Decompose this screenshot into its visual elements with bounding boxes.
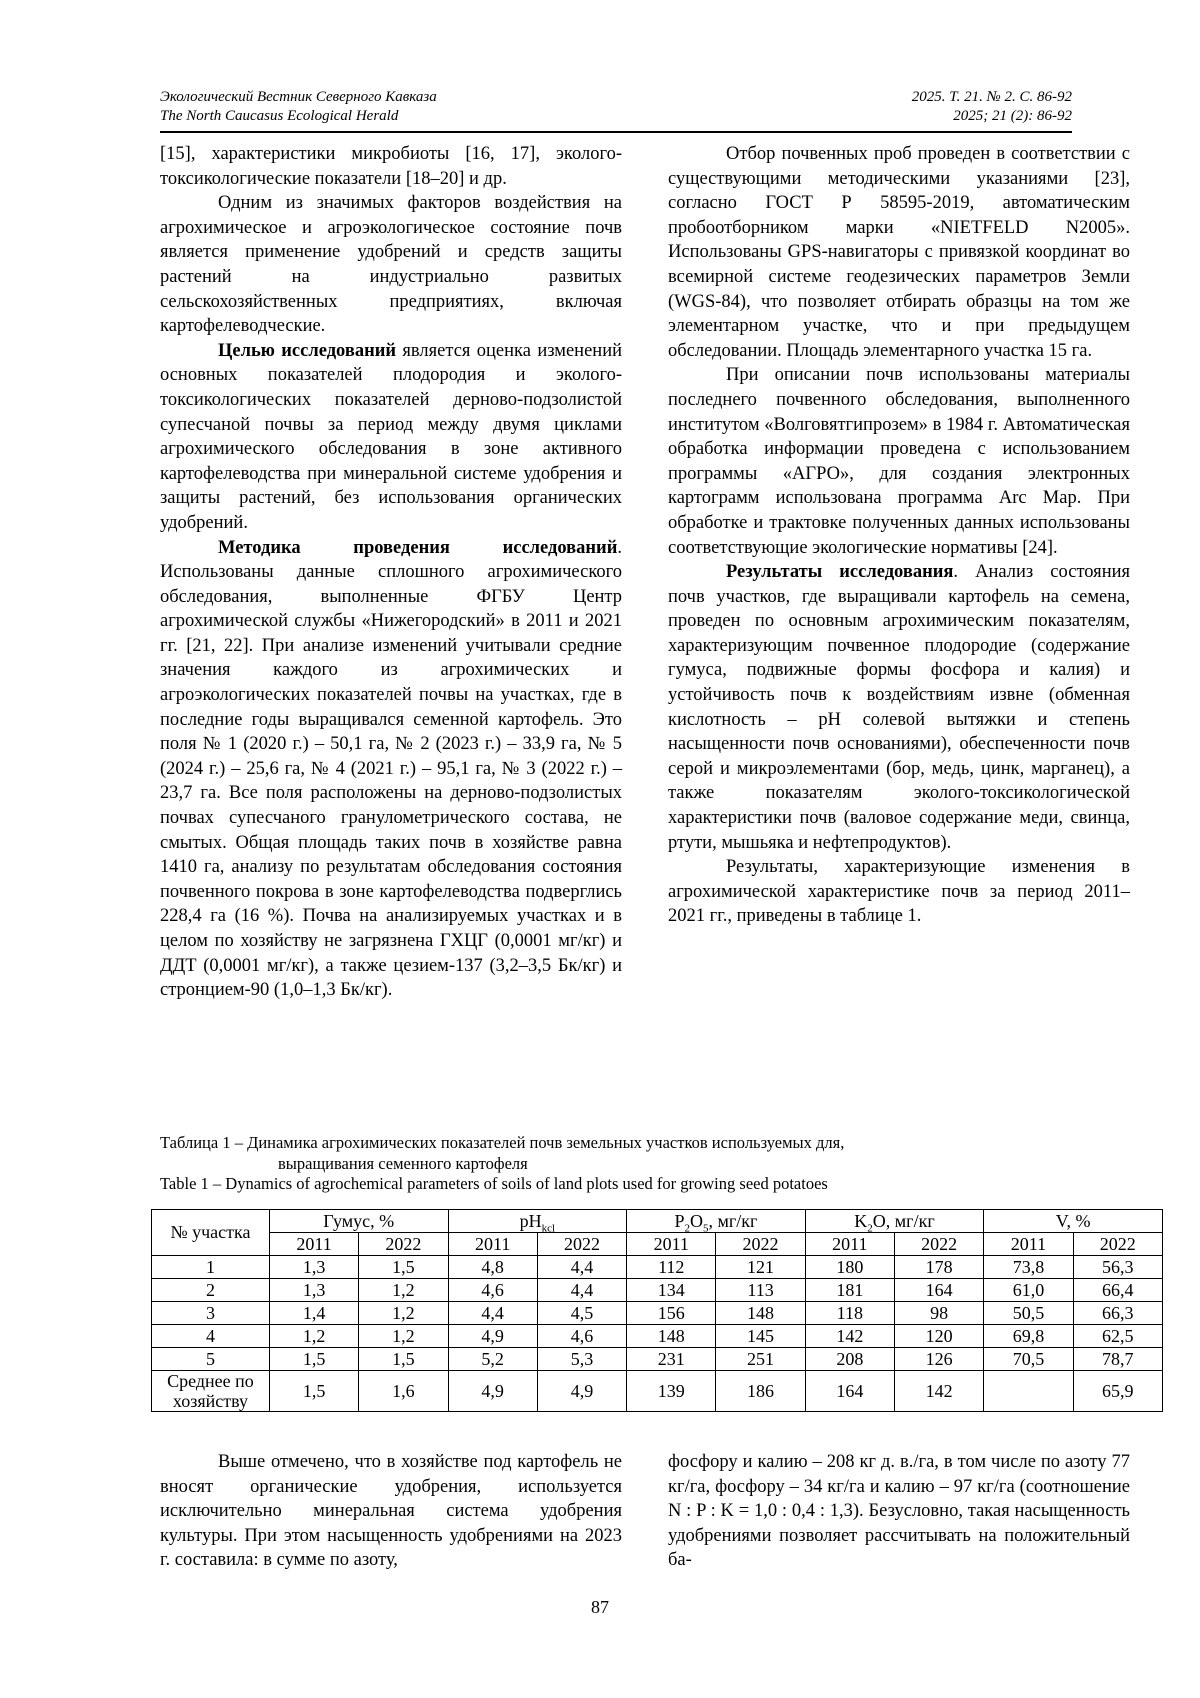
year-header: 2011 xyxy=(627,1233,716,1256)
year-header-row xyxy=(152,1233,1163,1256)
issue-info-en: 2025; 21 (2): 86-92 xyxy=(953,108,1072,124)
table-row: 1 1,3 1,5 4,8 4,4 112 121 180 178 73,8 56,3 xyxy=(152,1256,1163,1279)
paragraph: Целью исследований является оценка изменений основных показателей плодородия и эколого-токсикологических показателей дерново-подзолистой супесчаной почвы за период между двумя циклами агрохимического обследования в зоне активного картофелеводства при минеральной системе удобрения и защиты растений, без использования органических удобрений. xyxy=(160,340,622,533)
year-header: 2011 xyxy=(984,1233,1073,1256)
agrochemical-table xyxy=(151,1209,1163,1412)
bottom-left-column xyxy=(160,1450,622,1573)
header-plot: № участка xyxy=(152,1210,270,1256)
paragraph: Выше отмечено, что в хозяйстве под картофель не вносят органические удобрения, используется исключительно минеральная система удобрения культуры. При этом насыщенность удобрениями на 2023 г. составила: в сумме по азоту, xyxy=(160,1452,622,1571)
header-ph: $pH_{kcl}$ xyxy=(448,1210,627,1233)
running-header xyxy=(160,88,1072,126)
header-v: V, % xyxy=(984,1210,1163,1233)
bottom-right-column xyxy=(668,1450,1130,1573)
header-k2o: $K_2O$, мг/кг xyxy=(805,1210,984,1233)
year-header: 2011 xyxy=(805,1233,894,1256)
table-row: 2 1,3 1,2 4,6 4,4 134 113 181 164 61,0 66,4 xyxy=(152,1279,1163,1302)
paragraph: фосфору и калию – 208 кг д. в./га, в том числе по азоту 77 кг/га, фосфору – 34 кг/га и калию – 97 кг/га (соотношение N : P : K = 1,0 : 0,4 : 1,3). Безусловно, такая насыщенность удобрениями позволяет рассчитывать на положительный ба- xyxy=(668,1452,1130,1571)
caption-ru-line2: выращивания семенного картофеля xyxy=(278,1153,528,1173)
paragraph: Результаты, характеризующие изменения в агрохимической характеристике почв за период 2011–2021 гг., приведены в таблице 1. xyxy=(668,857,1130,927)
year-header: 2011 xyxy=(269,1233,358,1256)
header-p2o5: $P_2O_5$, мг/кг xyxy=(627,1210,806,1233)
year-header: 2022 xyxy=(895,1233,984,1256)
year-header: 2022 xyxy=(359,1233,448,1256)
paragraph: Одним из значимых факторов воздействия на агрохимическое и агроэкологическое состояние почв является применение удобрений и средств защиты растений на индустриально развитых сельскохозяйственных предприятиях, включая картофелеводческие. xyxy=(160,193,622,337)
right-column xyxy=(668,142,1130,929)
paragraph: Методика проведения исследований. Использованы данные сплошного агрохимического обследования, выполненные ФГБУ Центр агрохимической службы «Нижегородский» в 2011 и 2021 гг. [21, 22]. При анализе изменений учитывали средние значения каждого из агрохимических и агроэкологических показателей почвы на участках, где в последние годы выращивался семенной картофель. Это поля № 1 (2020 г.) – 50,1 га, № 2 (2023 г.) – 33,9 га, № 5 (2024 г.) – 25,6 га, № 4 (2021 г.) – 95,1 га, № 3 (2022 г.) – 23,7 га. Все поля расположены на дерново-подзолистых почвах супесчаного гранулометрического состава, не смытых. Общая площадь таких почв в хозяйстве равна 1410 га, анализу по результатам обследования состояния почвенного покрова в зоне картофелеводства подверглись 228,4 га (16 %). Почва на анализируемых участках и в целом по хозяйству не загрязнена ГХЦГ (0,0001 мг/кг) и ДДТ (0,0001 мг/кг), а также цезием-137 (3,2–3,5 Бк/кг) и стронцием-90 (1,0–1,3 Бк/кг). xyxy=(160,537,622,1001)
year-header: 2022 xyxy=(716,1233,805,1256)
section-heading-method: Методика проведения исследований xyxy=(218,537,618,558)
average-label: Среднее по хозяйству xyxy=(152,1371,270,1412)
caption-ru-line1: Таблица 1 – Динамика агрохимических показателей почв земельных участков используемых для, xyxy=(160,1133,845,1152)
table-row: 5 1,5 1,5 5,2 5,3 231 251 208 126 70,5 78,7 xyxy=(152,1348,1163,1371)
header-rule xyxy=(160,131,1072,133)
paragraph: Отбор почвенных проб проведен в соответствии с существующими методическими указаниями [23], согласно ГОСТ Р 58595-2019, автоматическим пробоотборником марки «NIETFELD N2005». Использованы GPS-навигаторы с привязкой координат во всемирной системе геодезических параметров Земли (WGS-84), что позволяет отбирать образцы на том же элементарном участке, что и при предыдущем обследовании. Площадь элементарного участка 15 га. xyxy=(668,144,1130,361)
issue-info-ru: 2025. Т. 21. № 2. С. 86-92 xyxy=(911,89,1072,105)
section-heading-results: Результаты исследования xyxy=(726,562,954,583)
section-heading-aim: Целью исследований xyxy=(218,340,397,361)
journal-title-ru: Экологический Вестник Северного Кавказа xyxy=(160,89,437,105)
paragraph: Результаты исследования. Анализ состояния почв участков, где выращивали картофель на семена, проведен по основным агрохимическим показателям, характеризующим почвенное плодородие (содержание гумуса, подвижные формы фосфора и калия) и устойчивость почв к воздействиям извне (обменная кислотность – pH солевой вытяжки и степень насыщенности почв основаниями), обеспеченности почв серой и микроэлементами (бор, медь, цинк, марганец), а также показателям эколого-токсикологической характеристики почв (валовое содержание меди, свинца, ртути, мышьяка и нефтепродуктов). xyxy=(668,562,1130,853)
paragraph: [15], характеристики микробиоты [16, 17], эколого-токсикологические показатели [18–20] и др. xyxy=(160,144,622,189)
journal-title-en: The North Caucasus Ecological Herald xyxy=(160,108,399,124)
table-row: 4 1,2 1,2 4,9 4,6 148 145 142 120 69,8 62,5 xyxy=(152,1325,1163,1348)
table-row: 3 1,4 1,2 4,4 4,5 156 148 118 98 50,5 66,3 xyxy=(152,1302,1163,1325)
page-number: 87 xyxy=(591,1597,609,1617)
year-header: 2022 xyxy=(537,1233,626,1256)
header-humus: Гумус, % xyxy=(269,1210,448,1233)
paragraph: При описании почв использованы материалы последнего почвенного обследования, выполненного институтом «Волговятгипрозем» в 1984 г. Автоматическая обработка информации проведена с использованием программы «АГРО», для создания электронных картограмм использована программа Arc Map. При обработке и трактовке полученных данных использованы соответствующие экологические нормативы [24]. xyxy=(668,365,1130,558)
table-caption xyxy=(160,1133,1072,1195)
year-header: 2011 xyxy=(448,1233,537,1256)
year-header: 2022 xyxy=(1073,1233,1162,1256)
table-row-average: Среднее по хозяйству 1,5 1,6 4,9 4,9 139 186 164 142 65,9 xyxy=(152,1371,1163,1412)
left-column xyxy=(160,142,622,1003)
caption-en: Table 1 – Dynamics of agrochemical parameters of soils of land plots used for growing seed potatoes xyxy=(160,1174,828,1193)
